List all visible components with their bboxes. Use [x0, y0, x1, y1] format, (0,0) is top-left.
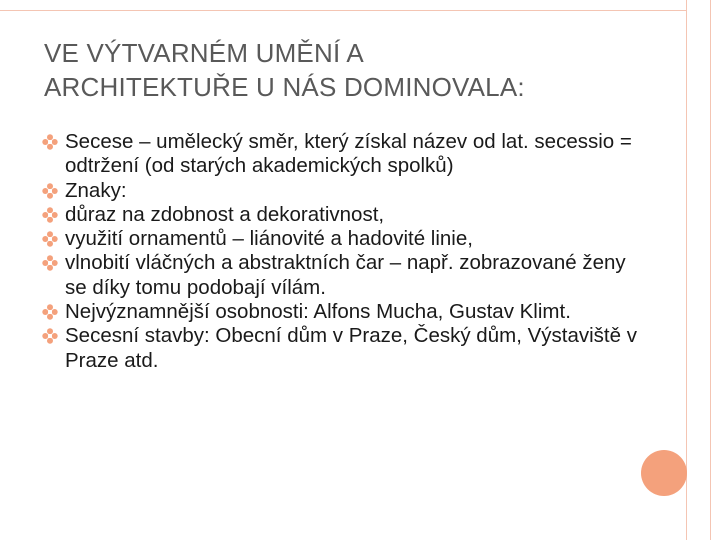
- bullet-item: [42, 324, 642, 373]
- bullet-text: Secese – umělecký směr, který získal název od lat. secessio = odtržení (od starých akademických spolků): [65, 130, 632, 178]
- flower-bullet-icon: [42, 328, 58, 344]
- flower-bullet-icon: [42, 207, 58, 223]
- bullet-item: [42, 227, 642, 251]
- bullet-text: Secesní stavby: Obecní dům v Praze, Český dům, Výstaviště v Praze atd.: [65, 324, 637, 372]
- bullet-item: [42, 251, 642, 300]
- bullet-item: [42, 130, 642, 179]
- flower-bullet-icon: [42, 231, 58, 247]
- frame-right-outer-line: [710, 0, 711, 540]
- slide-title-line: ARCHITEKTUŘE U NÁS DOMINOVALA:: [44, 72, 525, 102]
- slide-title: [44, 36, 664, 104]
- bullet-text: Znaky:: [65, 178, 127, 202]
- bullet-text: vlnobití vláčných a abstraktních čar – např. zobrazované ženy se díky tomu podobají vílám.: [65, 251, 626, 299]
- bullet-list: [42, 130, 642, 373]
- accent-circle: [641, 450, 687, 496]
- flower-bullet-icon: [42, 134, 58, 150]
- bullet-text: využití ornamentů – liánovité a hadovité linie,: [65, 227, 473, 251]
- frame-top-line: [0, 10, 686, 11]
- bullet-item: [42, 179, 642, 203]
- frame-right-inner-line: [686, 0, 687, 540]
- flower-bullet-icon: [42, 304, 58, 320]
- flower-bullet-icon: [42, 183, 58, 199]
- flower-bullet-icon: [42, 255, 58, 271]
- bullet-text: důraz na zdobnost a dekorativnost,: [65, 202, 385, 226]
- bullet-item: [42, 300, 642, 324]
- bullet-item: [42, 203, 642, 227]
- bullet-text: Nejvýznamnější osobnosti: Alfons Mucha, Gustav Klimt.: [65, 300, 571, 324]
- slide-title-line: VE VÝTVARNÉM UMĚNÍ A: [44, 38, 364, 68]
